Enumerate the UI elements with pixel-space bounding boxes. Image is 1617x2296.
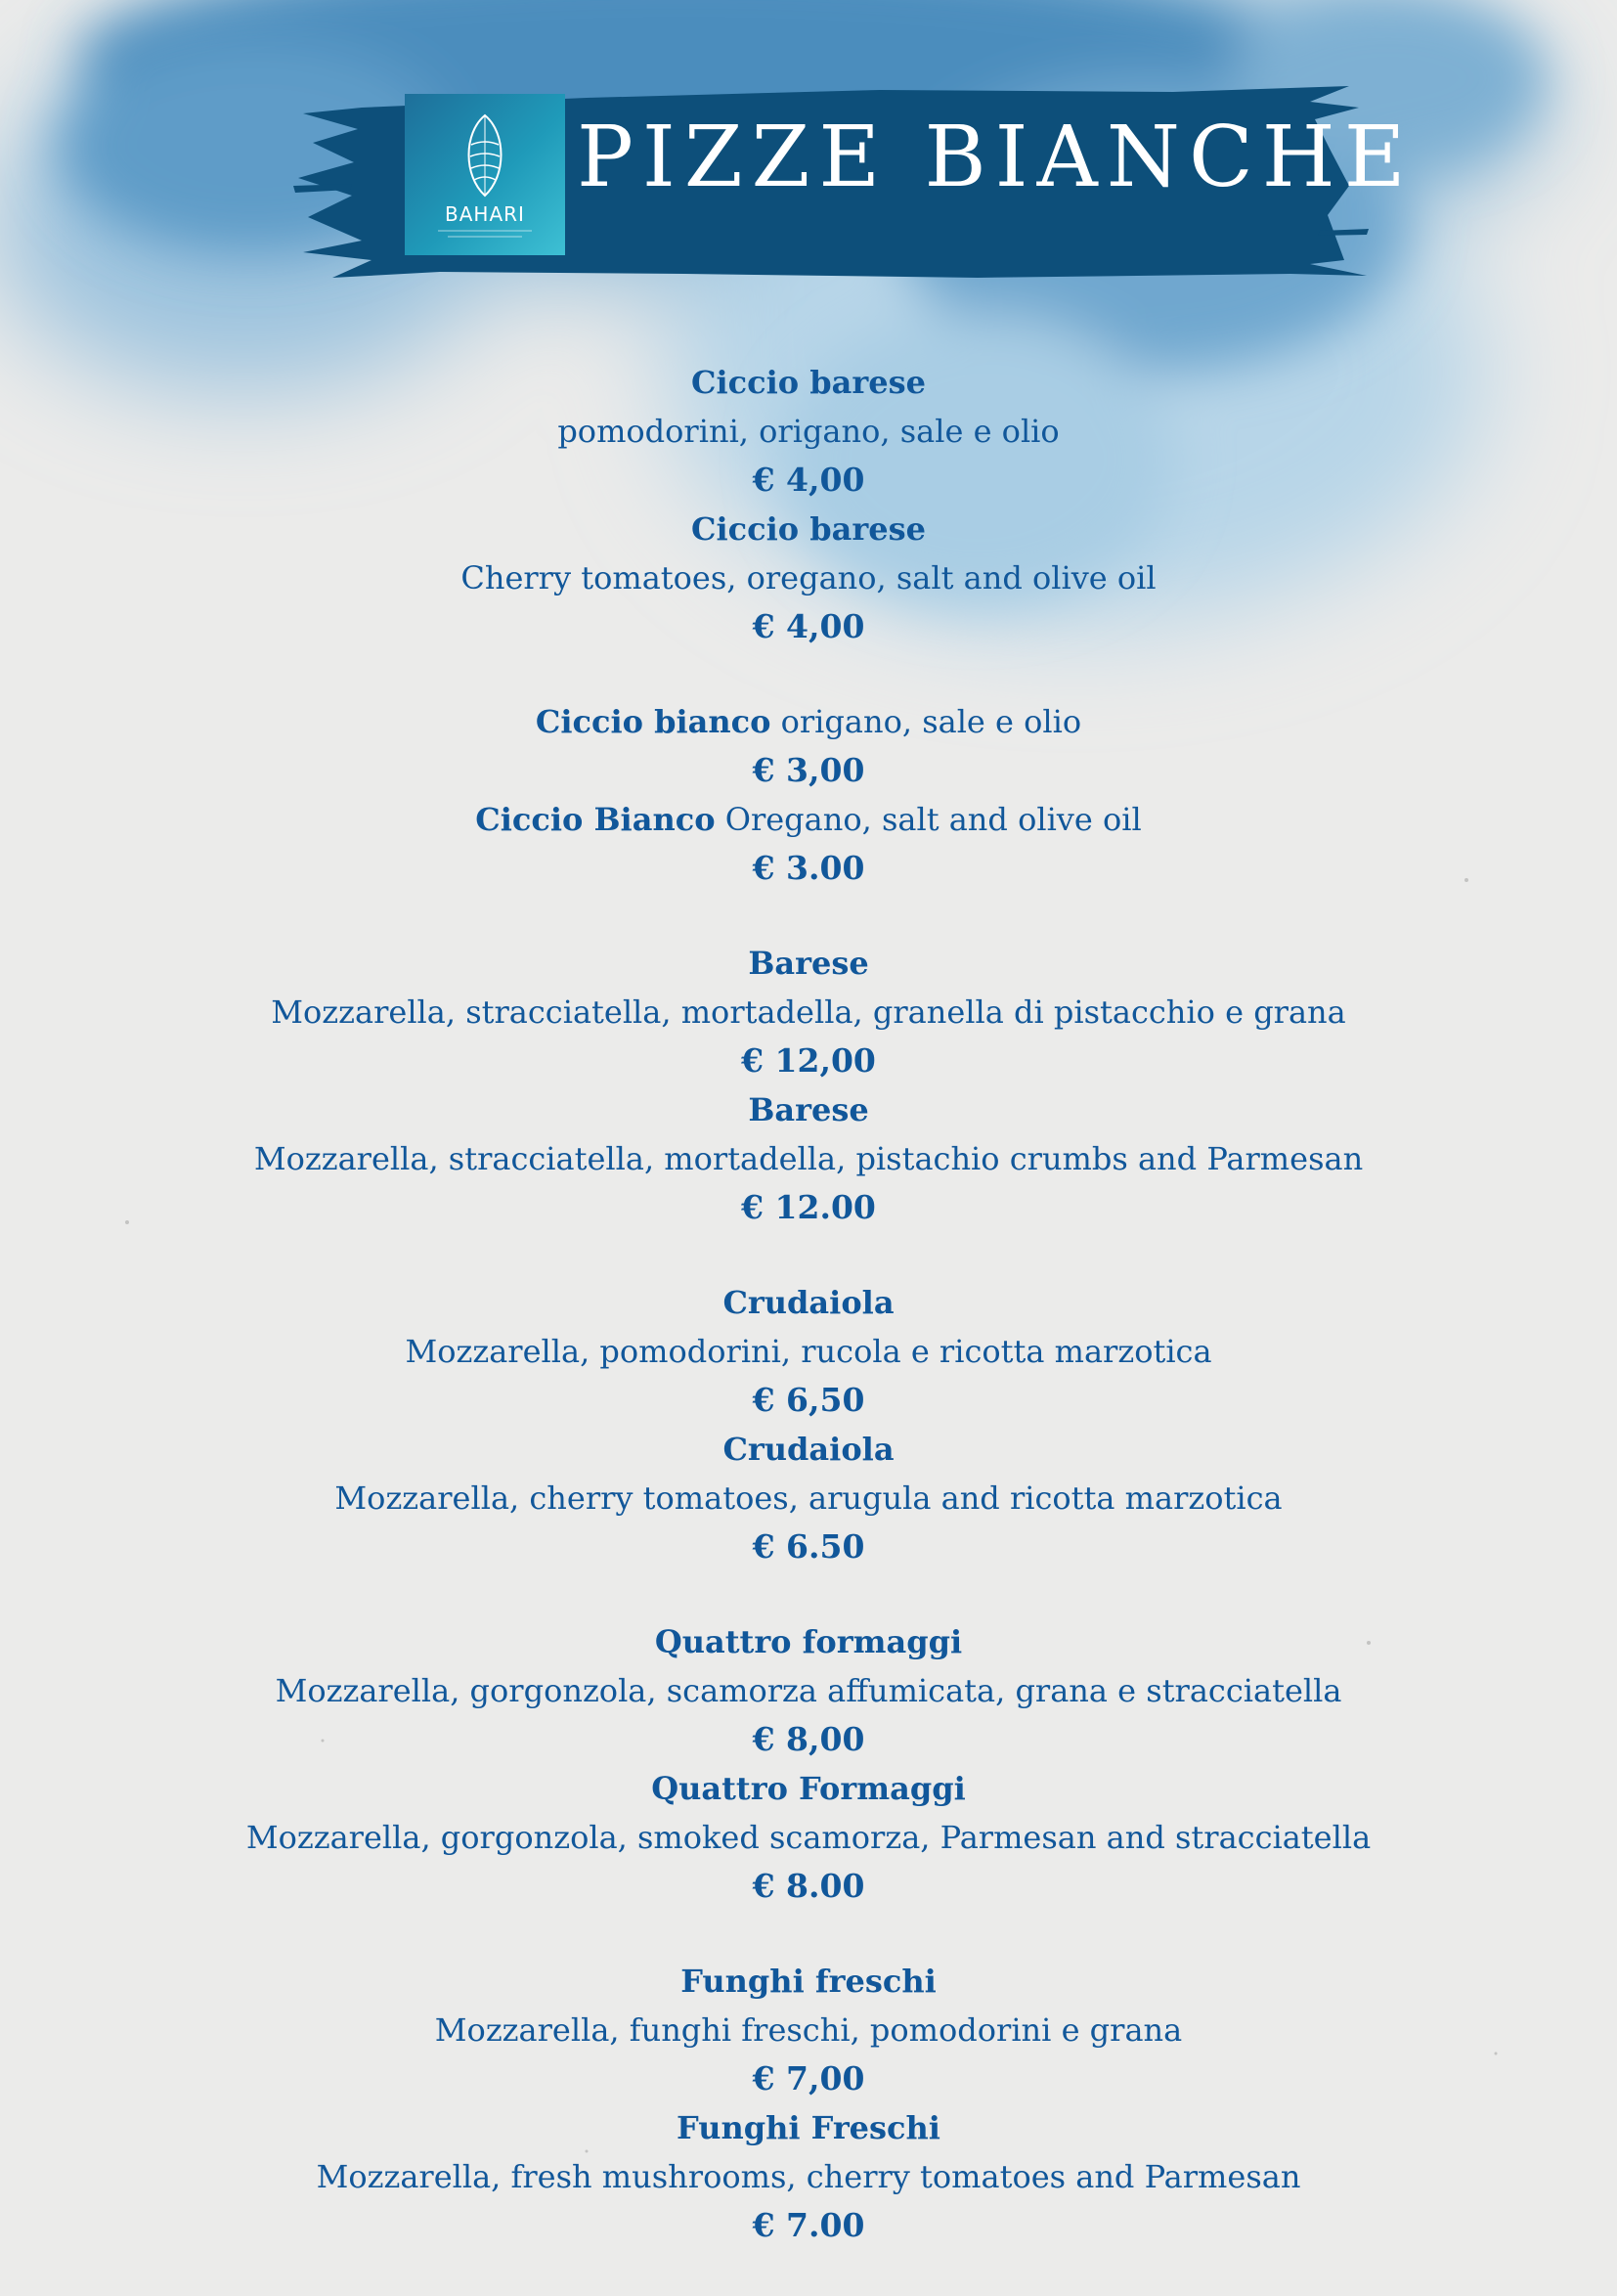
item-name: Quattro formaggi [654, 1623, 963, 1660]
menu-list [0, 358, 1617, 2296]
menu-item [0, 939, 1617, 1232]
item-name: Crudaiola [722, 1284, 895, 1321]
item-price: € 3,00 [752, 751, 865, 789]
item-name-en: Ciccio Bianco [475, 801, 716, 838]
menu-item [0, 358, 1617, 651]
item-price: € 4,00 [752, 461, 865, 499]
item-name-en: Crudaiola [722, 1431, 895, 1468]
item-name: Barese [748, 945, 869, 982]
item-price-en: € 6.50 [752, 1527, 865, 1566]
item-description: Mozzarella, stracciatella, mortadella, granella di pistacchio e grana [271, 993, 1346, 1031]
item-row-en [0, 795, 1617, 844]
item-description-en: Mozzarella, cherry tomatoes, arugula and ricotta marzotica [334, 1479, 1283, 1517]
item-price-en: € 3.00 [752, 849, 865, 887]
item-description: Mozzarella, pomodorini, rucola e ricotta marzotica [405, 1333, 1212, 1370]
menu-item [0, 1278, 1617, 1571]
item-price: € 6,50 [752, 1381, 865, 1419]
item-description: origano, sale e olio [780, 703, 1082, 740]
item-description: pomodorini, origano, sale e olio [557, 413, 1060, 450]
item-price-en: € 12.00 [741, 1188, 876, 1226]
item-price-en: € 4,00 [752, 607, 865, 645]
item-row [0, 697, 1617, 746]
item-description: Mozzarella, gorgonzola, scamorza affumicata, grana e stracciatella [275, 1672, 1342, 1709]
item-name: Ciccio barese [691, 364, 926, 401]
item-price: € 7,00 [752, 2059, 865, 2097]
item-description-en: Mozzarella, fresh mushrooms, cherry tomatoes and Parmesan [316, 2158, 1301, 2195]
item-description-en: Mozzarella, gorgonzola, smoked scamorza, Parmesan and stracciatella [245, 1819, 1372, 1856]
item-price: € 12,00 [741, 1041, 876, 1080]
item-price-en: € 8.00 [752, 1867, 865, 1905]
item-price-en: € 7.00 [752, 2206, 865, 2244]
item-price: € 8,00 [752, 1720, 865, 1758]
bahari-logo [405, 94, 565, 255]
item-name: Funghi freschi [680, 1963, 937, 2000]
item-description: Mozzarella, funghi freschi, pomodorini e grana [434, 2011, 1183, 2049]
item-name: Ciccio bianco [535, 703, 771, 740]
menu-item [0, 697, 1617, 893]
item-name-en: Ciccio barese [691, 510, 926, 548]
item-description-en: Mozzarella, stracciatella, mortadella, pistachio crumbs and Parmesan [253, 1140, 1364, 1177]
item-name-en: Barese [748, 1091, 869, 1128]
item-description-en: Oregano, salt and olive oil [724, 801, 1142, 838]
menu-item [0, 1617, 1617, 1911]
menu-item [0, 1957, 1617, 2250]
page-title: PIZZE BIANCHE [577, 109, 1415, 206]
item-description-en: Cherry tomatoes, oregano, salt and olive oil [460, 559, 1157, 596]
item-name-en: Quattro Formaggi [651, 1770, 966, 1807]
item-name-en: Funghi Freschi [677, 2109, 940, 2146]
logo-text: BAHARI [445, 202, 525, 226]
